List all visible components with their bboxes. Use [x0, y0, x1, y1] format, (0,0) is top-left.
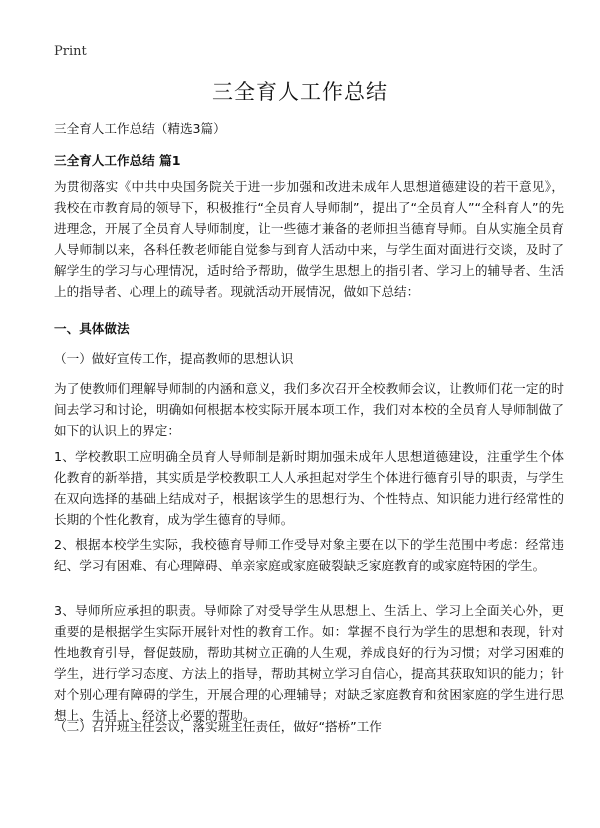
point-three-paragraph: 3、导师所应承担的职责。导师除了对受导学生从思想上、生活上、学习上全面关心外，更重要的是根据学生实际开展针对性的教育工作。如：掌握不良行为学生的思想和表现，针对性地教育引导，督促鼓励，帮助其树立正确的人生观，养成良好的行为习惯；对学习困难的学生，进行学习态度、方法上的指导，帮助其树立学习自信心，提高其获取知识的能力；针对个别心理有障碍的学生，开展合理的心理辅导；对缺乏家庭教育和贫困家庭的学生进行思想上、生活上、经济上必要的帮助。 [54, 603, 564, 723]
meeting-paragraph: 为了使教师们理解导师制的内涵和意义，我们多次召开全校教师会议，让教师们花一定的时间去学习和讨论，明确如何根据本校实际开展本项工作，我们对本校的全员育人导师制做了如下的认识上的界定： [54, 381, 564, 438]
intro-paragraph: 为贯彻落实《中共中央国务院关于进一步加强和改进未成年人思想道德建设的若干意见》，我校在市教育局的领导下，积极推行“全员育人导师制”，提出了“全员育人”“全科育人”的先进理念，开展了全员育人导师制度，让一些德才兼备的老师担当德育导师。自从实施全员育人导师制以来，各科任教老师能自觉参与到育人活动中来，与学生面对面进行交谈，及时了解学生的学习与心理情况，适时给予帮助，做学生思想上的指引者、学习上的辅导者、生活上的指导者、心理上的疏导者。现就活动开展情况，做如下总结： [54, 179, 564, 299]
point-two-paragraph: 2、根据本校学生实际，我校德育导师工作受导对象主要在以下的学生范围中考虑：经常违纪、学习有困难、有心理障碍、单亲家庭或家庭破裂缺乏家庭教育的或家庭特困的学生。 [54, 537, 564, 573]
print-label: Print [54, 44, 87, 59]
subsection-title-2: （二）召开班主任会议，落实班主任责任，做好“搭桥”工作 [54, 719, 382, 734]
section-title: 一、具体做法 [54, 321, 130, 336]
document-subtitle: 三全育人工作总结（精选3篇） [54, 121, 226, 136]
subsection-title: （一）做好宣传工作，提高教师的思想认识 [54, 351, 294, 366]
point-one-paragraph: 1、学校教职工应明确全员育人导师制是新时期加强未成年人思想道德建设，注重学生个体化教育的新举措，其实质是学校教职工人人承担起对学生个体进行德育引导的职责，与学生在双向选择的基础上结成对子，根据该学生的思想行为、个性特点、知识能力进行经常性的长期的个性化教育，成为学生德育的导师。 [54, 449, 564, 527]
document-title: 三全育人工作总结 [212, 80, 388, 104]
article-heading: 三全育人工作总结 篇1 [54, 153, 181, 168]
